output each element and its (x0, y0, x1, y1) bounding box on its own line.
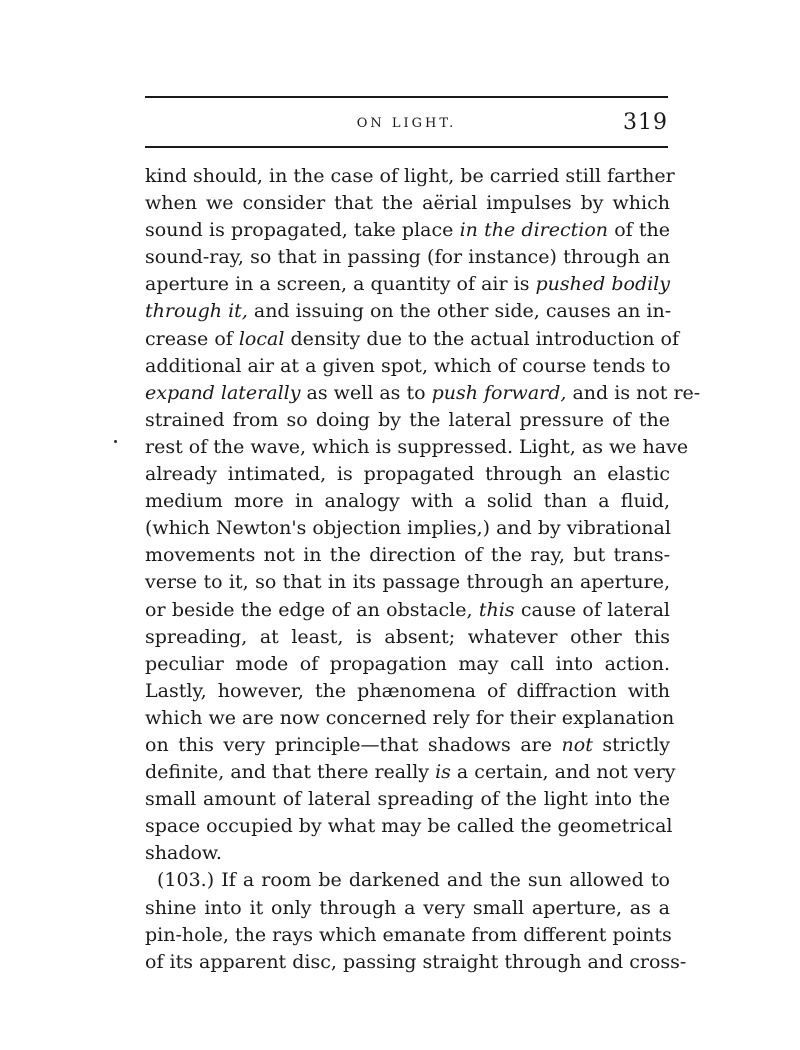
text-line (145, 786, 670, 813)
text-run: of the (608, 219, 671, 242)
text-run: as well as to (300, 381, 432, 404)
text-line (145, 298, 670, 325)
italic-phrase: this (478, 598, 515, 621)
text-line (145, 244, 670, 271)
text-run: movements not in the direction of the ray, but trans- (145, 544, 670, 567)
text-run: sound-ray, so that in passing (for instance) through an (145, 246, 670, 269)
italic-phrase: expand laterally (145, 381, 301, 404)
text-run: and issuing on the other side, causes an in- (247, 300, 672, 323)
text-line (145, 949, 687, 976)
text-line (145, 380, 701, 407)
text-line (145, 326, 679, 353)
text-run: spreading, at least, is absent; whatever other this (145, 625, 670, 648)
text-run: verse to it, so that in its passage through an aperture, (145, 571, 670, 594)
text-run: additional air at a given spot, which of course tends to (145, 354, 671, 377)
margin-speck (114, 440, 117, 443)
header-rule-top (145, 96, 668, 98)
text-line (145, 759, 676, 786)
text-line (145, 922, 670, 949)
text-line (145, 569, 670, 596)
text-run: small amount of lateral spreading of the light into the (145, 788, 670, 811)
text-run: space occupied by what may be called the geometrical (145, 815, 673, 838)
text-run: aperture in a screen, a quantity of air is (145, 273, 536, 296)
text-line (145, 461, 670, 488)
text-line (145, 732, 670, 759)
text-line (145, 515, 670, 542)
italic-phrase: through it, (145, 300, 248, 323)
text-run: strained from so doing by the lateral pressure of the (145, 408, 670, 431)
italic-phrase: in the direction (459, 219, 609, 242)
text-line (145, 488, 670, 515)
text-run: rest of the wave, which is suppressed. Light, as we have (145, 435, 689, 458)
header-rule-bottom (145, 146, 668, 148)
text-line (145, 434, 689, 461)
text-run: crease of (145, 327, 239, 350)
italic-phrase: is (435, 761, 451, 784)
text-run: which we are now concerned rely for their explanation (145, 706, 675, 729)
text-run: strictly (592, 733, 671, 756)
text-run: on this very principle—that shadows are (145, 733, 562, 756)
text-line (145, 190, 670, 217)
text-run: sound is propagated, take place (145, 219, 460, 242)
text-line (145, 271, 670, 298)
text-run: cause of lateral (514, 598, 670, 621)
text-run: and is not re- (566, 381, 701, 404)
text-line (145, 542, 670, 569)
text-line (145, 813, 673, 840)
text-line (145, 840, 670, 867)
italic-phrase: push forward, (431, 381, 567, 404)
text-line (145, 867, 670, 894)
text-line (145, 705, 675, 732)
text-run: definite, and that there really (145, 761, 436, 784)
text-run: (103.) If a room be darkened and the sun allowed to (157, 869, 670, 892)
body-text (145, 163, 701, 976)
text-run: kind should, in the case of light, be carried still farther (145, 165, 675, 187)
text-run: Lastly, however, the phænomena of diffraction with (145, 679, 670, 702)
text-line (145, 678, 670, 705)
text-line (145, 217, 670, 244)
text-run: pin-hole, the rays which emanate from different points (145, 923, 672, 946)
page-number: 319 (623, 110, 668, 135)
running-head (145, 112, 668, 136)
italic-phrase: local (238, 327, 285, 350)
text-line (145, 353, 670, 380)
text-run: (which Newton's objection implies,) and by vibrational (145, 517, 671, 540)
text-line (145, 597, 670, 624)
text-line (145, 624, 670, 651)
text-run: shadow. (145, 842, 222, 865)
text-run: or beside the edge of an obstacle, (145, 598, 479, 621)
italic-phrase: not (561, 733, 593, 756)
text-run: shine into it only through a very small aperture, as a (145, 896, 670, 919)
text-line (145, 407, 670, 434)
text-line (145, 895, 670, 922)
text-run: a certain, and not very (450, 761, 676, 784)
text-line (145, 651, 670, 678)
running-title: ON LIGHT. (356, 116, 457, 131)
text-run: peculiar mode of propagation may call into action. (145, 652, 670, 675)
text-run: medium more in analogy with a solid than a fluid, (145, 490, 670, 513)
text-run: when we consider that the aërial impulses by which (145, 192, 670, 215)
text-run: of its apparent disc, passing straight through and cross- (145, 950, 687, 973)
text-line (145, 163, 675, 190)
text-run: density due to the actual introduction of (284, 327, 679, 350)
italic-phrase: pushed bodily (535, 273, 670, 296)
text-run: already intimated, is propagated through an elastic (145, 463, 670, 486)
